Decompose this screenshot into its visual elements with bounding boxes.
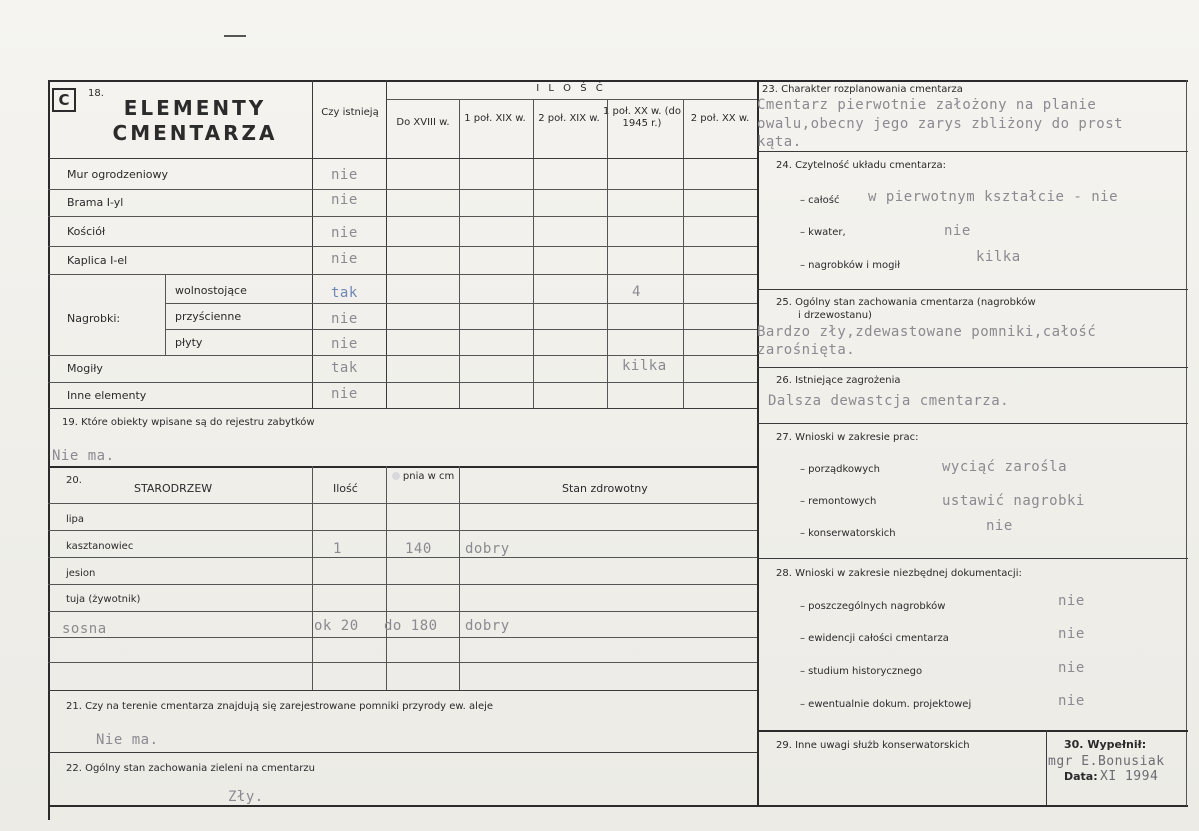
q23-answer-line3: kąta.: [757, 134, 802, 150]
tree-row-line: [48, 611, 757, 612]
trees-number: 20.: [66, 475, 82, 486]
period-1: Do XVIII w.: [396, 117, 450, 128]
diameter-icon: [392, 472, 400, 480]
frame-top: [48, 80, 1188, 82]
tree-name: kasztanowiec: [66, 541, 134, 552]
trees-sep-1: [312, 466, 313, 690]
q28-top: [757, 558, 1188, 559]
frame-right: [1186, 80, 1187, 806]
row-label-church: Kościół: [67, 225, 106, 238]
tree-row-line: [48, 584, 757, 585]
q21-label: 21. Czy na terenie cmentarza znajdują się zarejestrowane pomniki przyrody ew. aleje: [66, 701, 494, 712]
q23-answer-line1: Cmentarz pierwotnie założony na planie: [757, 97, 1097, 113]
q25-label-line1: 25. Ogólny stan zachowania cmentarza (nagrobków: [776, 297, 1036, 308]
row-line: [165, 303, 757, 304]
col-sep-3: [533, 99, 534, 408]
exists-value: nie: [331, 167, 358, 183]
q22-answer: Zły.: [228, 789, 264, 805]
q27-item-label: – konserwatorskich: [800, 528, 896, 539]
frame-middle: [757, 80, 759, 806]
q28-item-label: – poszczególnych nagrobków: [800, 601, 946, 612]
q27-item-label: – remontowych: [800, 496, 877, 507]
trees-top: [48, 466, 757, 468]
col-sep-5: [683, 99, 684, 408]
trees-col-health: Stan zdrowotny: [562, 482, 648, 495]
q19-label: 19. Które obiekty wpisane są do rejestru zabytków: [62, 417, 315, 428]
frame-left: [48, 80, 50, 820]
exists-value: tak: [331, 285, 358, 301]
q30-sep: [1046, 730, 1047, 805]
exists-value: nie: [331, 311, 358, 327]
q27-item-answer: wyciąć zarośla: [942, 459, 1068, 475]
q25-top: [757, 289, 1188, 290]
q28-item-answer: nie: [1058, 626, 1085, 642]
q24-item-label: – kwater,: [800, 227, 846, 238]
q30-label: 30. Wypełnił:: [1064, 738, 1147, 751]
q24-label: 24. Czytelność układu cmentarza:: [776, 160, 947, 171]
q23-answer-line2: owalu,obecny jego zarys zbliżony do prost: [757, 116, 1124, 132]
nagrobki-sep: [165, 274, 166, 355]
row-line: [48, 274, 757, 275]
trees-col-diameter: [390, 470, 456, 483]
col-sep-4: [607, 99, 608, 408]
q28-item-label: – ewidencji całości cmentarza: [800, 633, 949, 644]
q24-item-answer: kilka: [976, 249, 1021, 265]
row-label-wall: Mur ogrodzeniowy: [67, 168, 168, 181]
q22-top: [48, 752, 757, 753]
q29-label: 29. Inne uwagi służb konserwatorskich: [776, 740, 970, 751]
row-line: [165, 329, 757, 330]
row-label-slabs: płyty: [175, 336, 203, 349]
q28-item-label: – ewentualnie dokum. projektowej: [800, 699, 972, 710]
q28-item-label: – studium historycznego: [800, 666, 923, 677]
q19-top: [48, 408, 757, 409]
q27-item-answer: nie: [986, 518, 1013, 534]
tree-health: dobry: [465, 618, 510, 634]
tree-diameter: do 180: [384, 618, 438, 634]
row-line: [48, 216, 757, 217]
q28-label: 28. Wnioski w zakresie niezbędnej dokumentacji:: [776, 568, 1022, 579]
exists-value: nie: [331, 225, 358, 241]
tree-row-line: [48, 530, 757, 531]
qty-value: kilka: [622, 358, 667, 374]
period-3: 2 poł. XIX w.: [538, 113, 600, 124]
trees-col-qty: Ilość: [333, 482, 358, 495]
tree-name: lipa: [66, 514, 85, 525]
q27-item-answer: ustawić nagrobki: [942, 493, 1085, 509]
ilosc-underline: [386, 99, 757, 100]
elements-title-line1: ELEMENTY: [123, 96, 267, 120]
row-label-other: Inne elementy: [67, 389, 147, 402]
q21-answer: Nie ma.: [96, 732, 159, 748]
trees-col-diameter-label: pnia w cm: [402, 471, 455, 482]
exists-value: nie: [331, 386, 358, 402]
col-exists-header: Czy istnieją: [321, 107, 379, 118]
tree-name: sosna: [62, 621, 107, 637]
row-label-gate: Brama I-yl: [67, 196, 124, 209]
q30-date: XI 1994: [1100, 769, 1159, 784]
tree-qty: 1: [333, 541, 342, 557]
qty-value: 4: [632, 284, 641, 300]
frame-bottom: [48, 805, 1188, 807]
trees-header-bottom: [48, 503, 757, 504]
nagrobki-group-label: Nagrobki:: [67, 312, 121, 325]
q24-item-label: – nagrobków i mogił: [800, 260, 901, 271]
q29-top: [757, 730, 1188, 732]
q21-top: [48, 690, 757, 691]
row-line: [48, 382, 757, 383]
col-sep-exists-left: [312, 80, 313, 408]
period-4: 1 poł. XX w. (do 1945 r.): [602, 106, 682, 129]
tree-row-line: [48, 662, 757, 663]
q24-top: [757, 151, 1188, 152]
section-mark: C: [52, 88, 76, 112]
row-label-chapel: Kaplica I-el: [67, 254, 128, 267]
tree-row-line: [48, 637, 757, 638]
trees-sep-3: [459, 466, 460, 690]
exists-value: nie: [331, 251, 358, 267]
tree-diameter: 140: [405, 541, 432, 557]
row-label-wall-mounted: przyścienne: [175, 310, 242, 323]
exists-value: nie: [331, 336, 358, 352]
ilosc-header: I L O Ś Ć: [536, 83, 606, 94]
row-line: [48, 246, 757, 247]
row-line: [48, 355, 757, 356]
q25-answer-line2: zarośnięta.: [757, 342, 856, 358]
q19-answer: Nie ma.: [52, 448, 115, 464]
q24-item-label: – całość: [800, 195, 840, 206]
row-label-graves: Mogiły: [67, 362, 103, 375]
q30-name: mgr E.Bonusiak: [1048, 754, 1165, 769]
q26-top: [757, 367, 1188, 368]
q26-answer: Dalsza dewastcja cmentarza.: [768, 393, 1010, 409]
elements-title-line2: CMENTARZA: [112, 121, 278, 145]
col-sep-2: [459, 99, 460, 408]
tree-qty: ok 20: [314, 618, 359, 634]
q26-label: 26. Istniejące zagrożenia: [776, 375, 901, 386]
q30-date-label: Data:: [1064, 770, 1098, 783]
q24-item-answer: nie: [944, 223, 971, 239]
q27-top: [757, 423, 1188, 424]
exists-value: nie: [331, 192, 358, 208]
row-line: [48, 189, 757, 190]
exists-value: tak: [331, 360, 358, 376]
tree-name: jesion: [66, 568, 96, 579]
q25-answer-line1: Bardzo zły,zdewastowane pomniki,całość: [757, 324, 1097, 340]
elements-title: [100, 96, 290, 146]
q27-label: 27. Wnioski w zakresie prac:: [776, 432, 919, 443]
q23-label: 23. Charakter rozplanowania cmentarza: [762, 84, 963, 95]
section-18-number: 18.: [88, 88, 104, 99]
row-label-freestanding: wolnostojące: [175, 284, 247, 297]
trees-title: STARODRZEW: [134, 482, 213, 495]
tree-name: tuja (żywotnik): [66, 594, 141, 605]
elements-header-bottom: [48, 158, 757, 159]
q24-item-answer: w pierwotnym kształcie - nie: [868, 189, 1119, 205]
q22-label: 22. Ogólny stan zachowania zieleni na cmentarzu: [66, 763, 315, 774]
period-5: 2 poł. XX w.: [690, 113, 750, 124]
q28-item-answer: nie: [1058, 593, 1085, 609]
tree-row-line: [48, 557, 757, 558]
period-2: 1 poł. XIX w.: [464, 113, 526, 124]
q28-item-answer: nie: [1058, 693, 1085, 709]
q27-item-label: – porządkowych: [800, 464, 880, 475]
q28-item-answer: nie: [1058, 660, 1085, 676]
stray-mark: [224, 35, 246, 37]
trees-sep-2: [386, 466, 387, 690]
q25-label-line2: i drzewostanu): [798, 310, 872, 321]
col-sep-exists-right: [386, 80, 387, 408]
tree-health: dobry: [465, 541, 510, 557]
